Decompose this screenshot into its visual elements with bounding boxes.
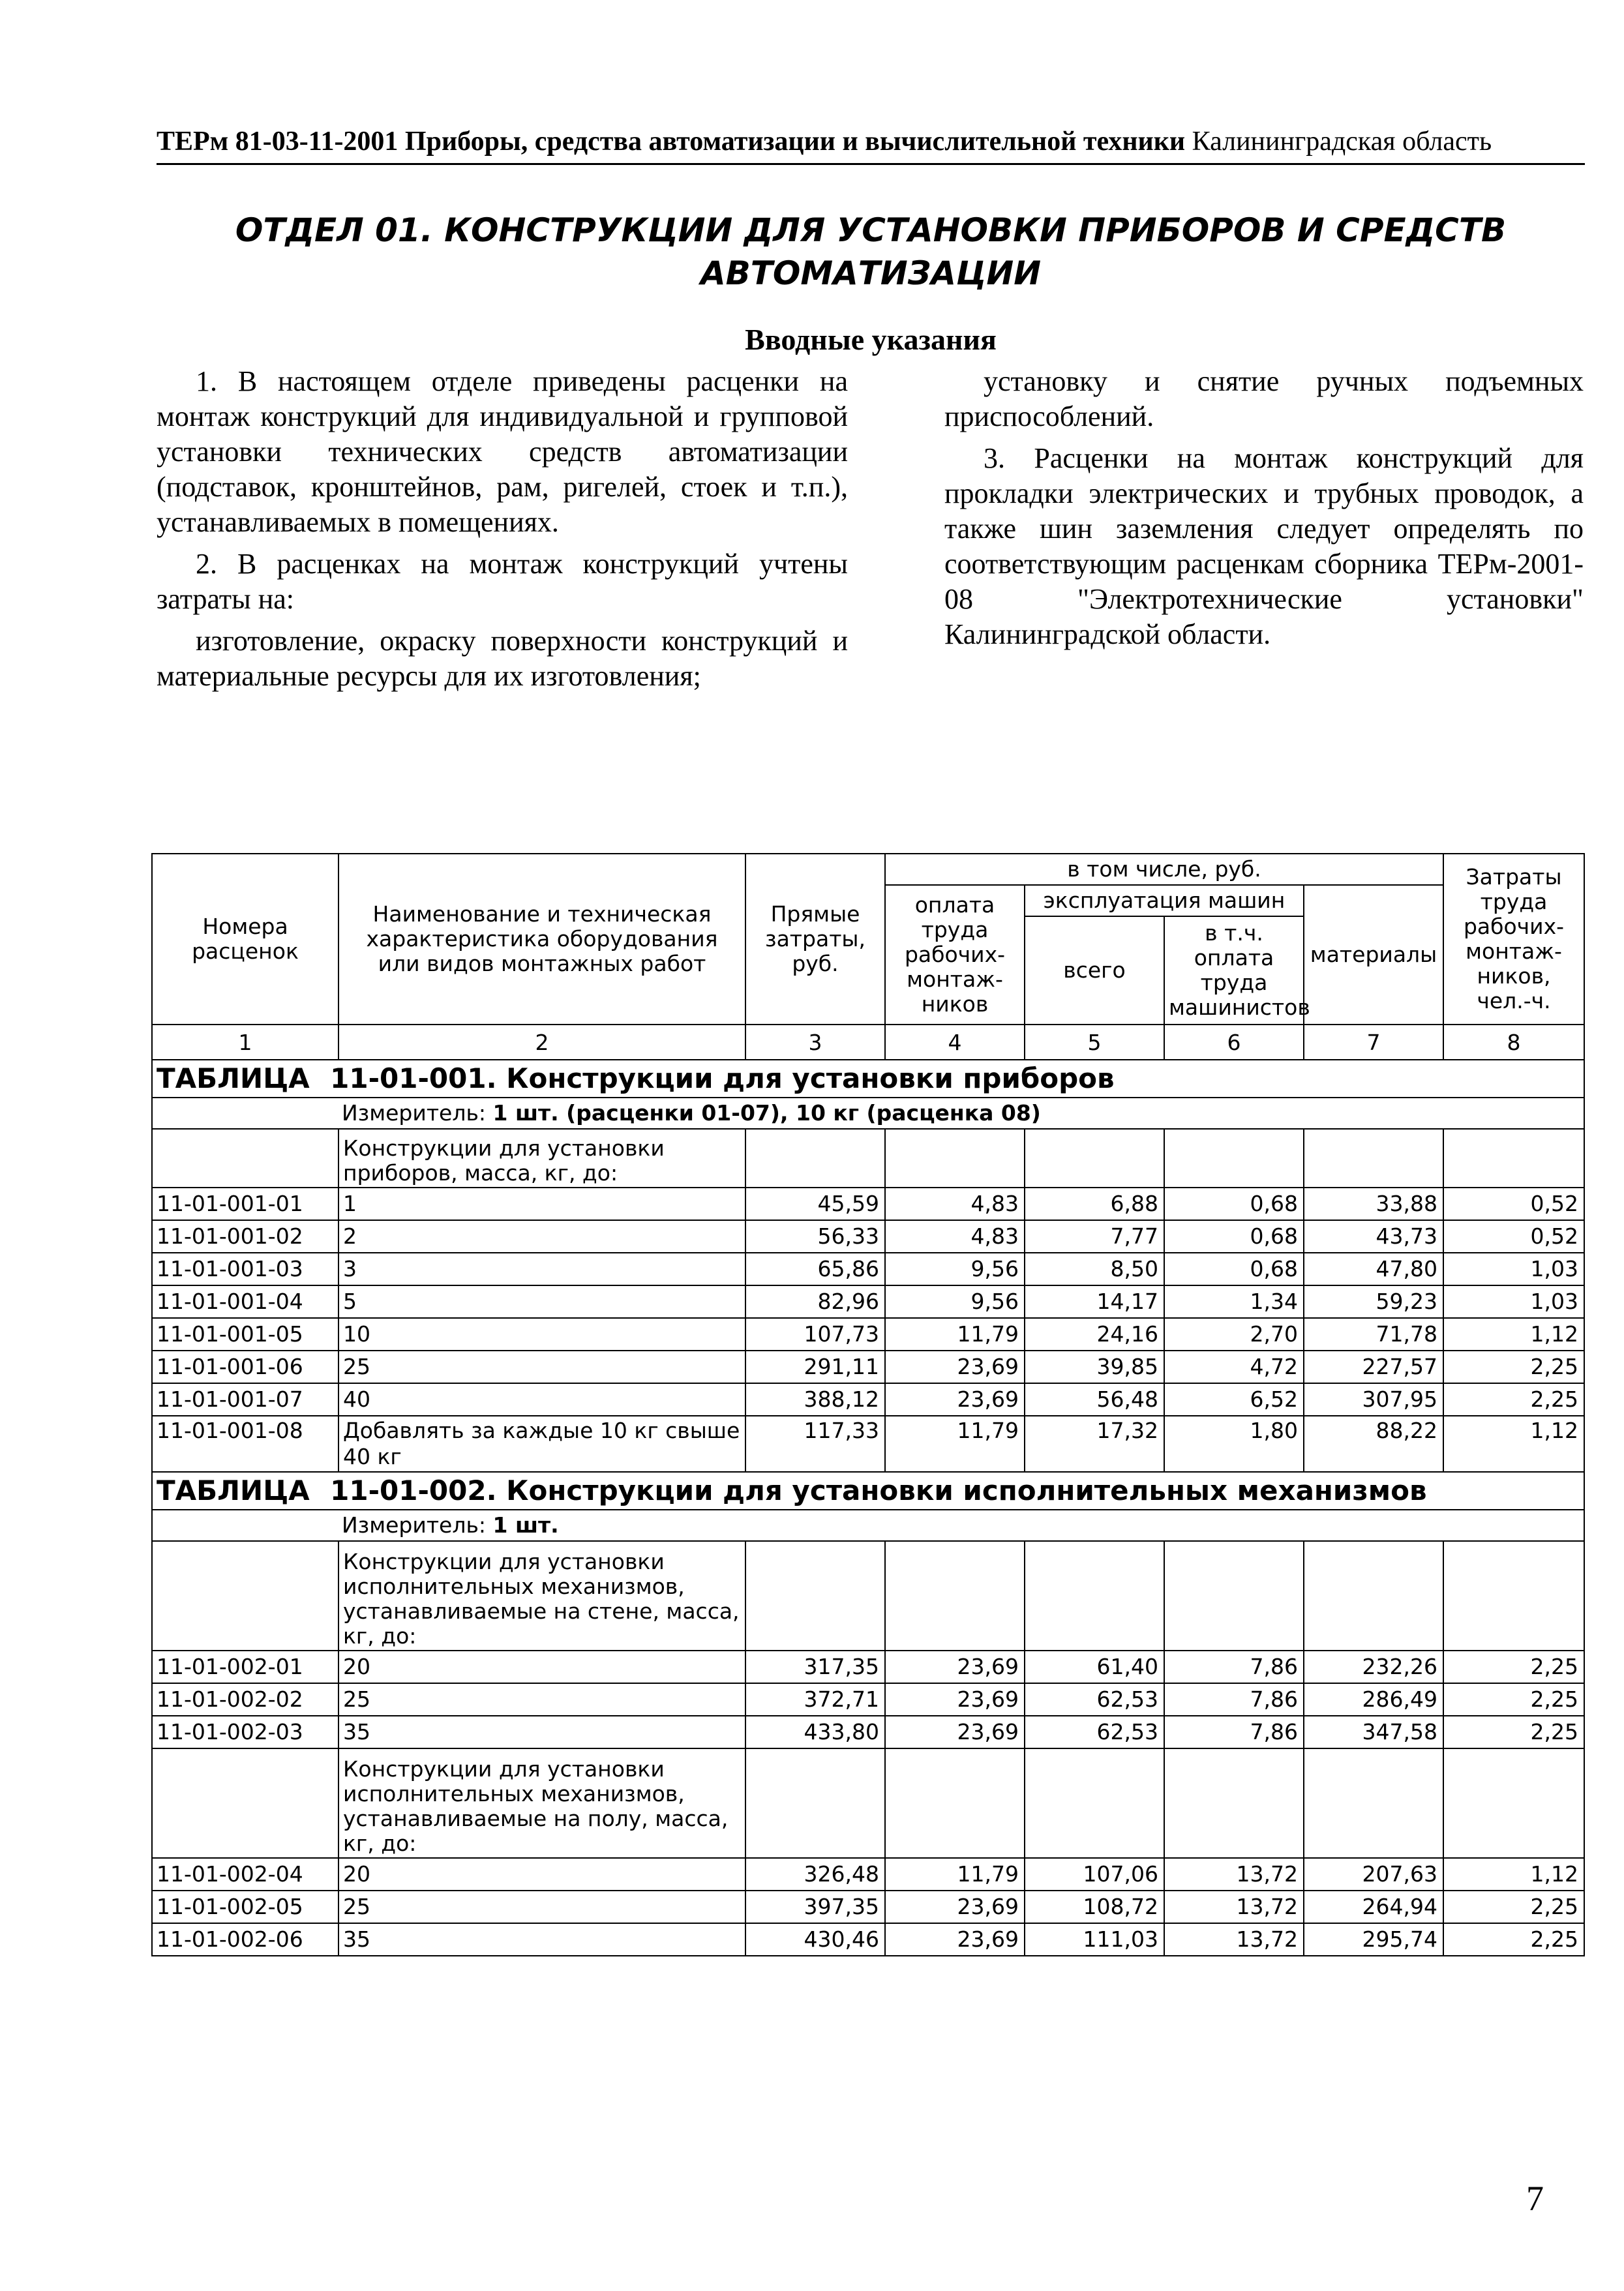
table-row (152, 1220, 1584, 1253)
rate-value: 11,79 (885, 1858, 1025, 1891)
rate-value: 23,69 (885, 1683, 1025, 1716)
intro-heading: Вводные указания (745, 323, 997, 356)
rate-name: 20 (338, 1651, 745, 1683)
rate-value: 2,25 (1443, 1683, 1584, 1716)
intro-paragraph-1: 1. В настоящем отделе приведены расценки на монтаж конструкций для индивидуальной и групповой установки технических средств автоматизации (подставок, кронштейнов, рам, ригелей, стоек и т.п.), устанавливаемых в помещениях. (157, 365, 848, 538)
rate-value: 45,59 (745, 1188, 885, 1220)
rate-value: 307,95 (1304, 1383, 1443, 1416)
table-row (152, 1683, 1584, 1716)
table-2-measure-row (152, 1510, 1584, 1541)
intro-right-column (944, 364, 1584, 659)
rate-value: 108,72 (1025, 1891, 1164, 1923)
rate-code: 11-01-001-07 (152, 1383, 338, 1416)
column-number: 5 (1025, 1025, 1164, 1060)
rate-value: 397,35 (745, 1891, 885, 1923)
table-2-group-1-row (152, 1541, 1584, 1651)
rate-value: 372,71 (745, 1683, 885, 1716)
col-head-machines-total: всего (1025, 916, 1164, 1025)
rate-value: 47,80 (1304, 1253, 1443, 1285)
rate-value: 107,73 (745, 1318, 885, 1351)
rate-code: 11-01-001-06 (152, 1351, 338, 1383)
rate-value: 232,26 (1304, 1651, 1443, 1683)
rate-value: 6,88 (1025, 1188, 1164, 1220)
rate-value: 326,48 (745, 1858, 885, 1891)
rate-value: 2,25 (1443, 1351, 1584, 1383)
rate-name: 25 (338, 1683, 745, 1716)
table-1-measure-row (152, 1098, 1584, 1129)
rate-name: 20 (338, 1858, 745, 1891)
rate-value: 23,69 (885, 1923, 1025, 1956)
rate-code: 11-01-001-03 (152, 1253, 338, 1285)
rate-value: 1,12 (1443, 1416, 1584, 1472)
rates-table (151, 853, 1585, 1956)
rate-value: 207,63 (1304, 1858, 1443, 1891)
table-2-label: ТАБЛИЦА (157, 1475, 310, 1506)
rate-value: 71,78 (1304, 1318, 1443, 1351)
rate-value: 227,57 (1304, 1351, 1443, 1383)
table-row (152, 1383, 1584, 1416)
rate-value: 13,72 (1164, 1891, 1304, 1923)
rate-value: 2,70 (1164, 1318, 1304, 1351)
measure-label: Измеритель: (342, 1100, 487, 1126)
rate-name: 3 (338, 1253, 745, 1285)
rate-name: Добавлять за каждые 10 кг свыше 40 кг (338, 1416, 745, 1472)
column-number: 7 (1304, 1025, 1443, 1060)
rate-value: 0,52 (1443, 1220, 1584, 1253)
rate-value: 7,86 (1164, 1683, 1304, 1716)
rate-value: 0,68 (1164, 1220, 1304, 1253)
col-head-machines: эксплуатация машин (1025, 885, 1304, 916)
rate-value: 1,12 (1443, 1318, 1584, 1351)
table-1-title: 11-01-001. Конструкции для установки приборов (330, 1062, 1115, 1094)
table-1-group-row (152, 1129, 1584, 1188)
rate-value: 6,52 (1164, 1383, 1304, 1416)
column-number: 2 (338, 1025, 745, 1060)
col-head-machinists: в т.ч. оплата труда машинистов (1164, 916, 1304, 1025)
rate-value: 388,12 (745, 1383, 885, 1416)
measure-value: 1 шт. (492, 1512, 559, 1538)
rate-value: 291,11 (745, 1351, 885, 1383)
rate-name: 35 (338, 1923, 745, 1956)
table-2-title-row (152, 1472, 1584, 1510)
table-row (152, 1188, 1584, 1220)
rate-code: 11-01-001-08 (152, 1416, 338, 1472)
rate-value: 2,25 (1443, 1383, 1584, 1416)
rate-value: 1,80 (1164, 1416, 1304, 1472)
table-row (152, 1416, 1584, 1472)
table-row (152, 1253, 1584, 1285)
rate-value: 295,74 (1304, 1923, 1443, 1956)
rate-value: 82,96 (745, 1285, 885, 1318)
rate-code: 11-01-001-02 (152, 1220, 338, 1253)
table-row (152, 1285, 1584, 1318)
rate-value: 65,86 (745, 1253, 885, 1285)
table-2-group-2-row (152, 1748, 1584, 1858)
rate-name: 10 (338, 1318, 745, 1351)
rate-code: 11-01-001-01 (152, 1188, 338, 1220)
rate-value: 23,69 (885, 1351, 1025, 1383)
table-row (152, 1651, 1584, 1683)
header-title: ТЕРм 81-03-11-2001 Приборы, средства автоматизации и вычислительной техники (157, 127, 1186, 157)
rate-value: 347,58 (1304, 1716, 1443, 1748)
rate-value: 33,88 (1304, 1188, 1443, 1220)
rate-name: 5 (338, 1285, 745, 1318)
col-head-labor-pay: оплата труда рабочих-монтаж-ников (885, 885, 1025, 1025)
rate-value: 264,94 (1304, 1891, 1443, 1923)
rate-value: 62,53 (1025, 1683, 1164, 1716)
group-label: Конструкции для установки приборов, масса, кг, до: (338, 1129, 745, 1188)
rate-value: 4,72 (1164, 1351, 1304, 1383)
rate-value: 4,83 (885, 1188, 1025, 1220)
measure-value: 1 шт. (расценки 01-07), 10 кг (расценка 08) (492, 1100, 1041, 1126)
col-head-materials: материалы (1304, 885, 1443, 1025)
group-label: Конструкции для установки исполнительных механизмов, устанавливаемые на полу, масса, кг, до: (338, 1748, 745, 1858)
col-head-including: в том числе, руб. (885, 854, 1443, 885)
rate-value: 2,25 (1443, 1716, 1584, 1748)
table-1-label: ТАБЛИЦА (157, 1062, 310, 1094)
rate-value: 23,69 (885, 1651, 1025, 1683)
rate-value: 2,25 (1443, 1651, 1584, 1683)
rate-value: 24,16 (1025, 1318, 1164, 1351)
rate-value: 88,22 (1304, 1416, 1443, 1472)
rate-value: 11,79 (885, 1318, 1025, 1351)
table-row (152, 1716, 1584, 1748)
intro-left-column (157, 364, 848, 700)
rate-name: 25 (338, 1891, 745, 1923)
rate-value: 2,25 (1443, 1923, 1584, 1956)
rate-value: 317,35 (745, 1651, 885, 1683)
column-numbers-row (152, 1025, 1584, 1060)
rate-value: 23,69 (885, 1383, 1025, 1416)
rate-value: 7,86 (1164, 1716, 1304, 1748)
rate-value: 9,56 (885, 1285, 1025, 1318)
column-number: 8 (1443, 1025, 1584, 1060)
rate-name: 35 (338, 1716, 745, 1748)
col-head-direct: Прямые затраты, руб. (745, 854, 885, 1025)
rate-value: 4,83 (885, 1220, 1025, 1253)
col-head-name: Наименование и техническая характеристика оборудования или видов монтажных работ (338, 854, 745, 1025)
rate-name: 25 (338, 1351, 745, 1383)
rate-value: 286,49 (1304, 1683, 1443, 1716)
rate-value: 13,72 (1164, 1923, 1304, 1956)
table-row (152, 1923, 1584, 1956)
rate-value: 56,33 (745, 1220, 885, 1253)
intro-paragraph-4: установку и снятие ручных подъемных приспособлений. (944, 365, 1584, 432)
col-head-codes: Номера расценок (152, 854, 338, 1025)
table-row (152, 1858, 1584, 1891)
rate-value: 7,77 (1025, 1220, 1164, 1253)
rate-value: 1,03 (1443, 1285, 1584, 1318)
rate-name: 40 (338, 1383, 745, 1416)
rate-code: 11-01-002-03 (152, 1716, 338, 1748)
rate-value: 56,48 (1025, 1383, 1164, 1416)
rate-value: 61,40 (1025, 1651, 1164, 1683)
rate-value: 13,72 (1164, 1858, 1304, 1891)
intro-paragraph-2: 2. В расценках на монтаж конструкций учтены затраты на: (157, 548, 848, 615)
rate-value: 2,25 (1443, 1891, 1584, 1923)
table-row (152, 1891, 1584, 1923)
measure-label: Измеритель: (342, 1512, 487, 1538)
rate-value: 43,73 (1304, 1220, 1443, 1253)
rate-code: 11-01-002-05 (152, 1891, 338, 1923)
running-header (157, 125, 1585, 165)
rate-code: 11-01-002-04 (152, 1858, 338, 1891)
column-number: 1 (152, 1025, 338, 1060)
rate-value: 11,79 (885, 1416, 1025, 1472)
rate-value: 111,03 (1025, 1923, 1164, 1956)
table-row (152, 1351, 1584, 1383)
column-number: 4 (885, 1025, 1025, 1060)
rate-value: 59,23 (1304, 1285, 1443, 1318)
rate-code: 11-01-002-01 (152, 1651, 338, 1683)
col-head-labor-cost: Затраты труда рабочих-монтаж-ников, чел.-ч. (1443, 854, 1584, 1025)
rate-value: 107,06 (1025, 1858, 1164, 1891)
rate-value: 17,32 (1025, 1416, 1164, 1472)
rate-code: 11-01-001-05 (152, 1318, 338, 1351)
rate-value: 39,85 (1025, 1351, 1164, 1383)
column-number: 3 (745, 1025, 885, 1060)
rate-code: 11-01-002-06 (152, 1923, 338, 1956)
page-number: 7 (1526, 2179, 1544, 2218)
section-title: ОТДЕЛ 01. КОНСТРУКЦИИ ДЛЯ УСТАНОВКИ ПРИБОРОВ И СРЕДСТВ АВТОМАТИЗАЦИИ (235, 211, 1507, 292)
rate-value: 1,34 (1164, 1285, 1304, 1318)
rate-value: 7,86 (1164, 1651, 1304, 1683)
rate-value: 8,50 (1025, 1253, 1164, 1285)
rate-value: 0,68 (1164, 1188, 1304, 1220)
header-region: Калининградская область (1192, 127, 1492, 157)
rate-value: 117,33 (745, 1416, 885, 1472)
rate-value: 62,53 (1025, 1716, 1164, 1748)
rate-value: 9,56 (885, 1253, 1025, 1285)
rate-code: 11-01-001-04 (152, 1285, 338, 1318)
table-1-title-row (152, 1060, 1584, 1098)
column-number: 6 (1164, 1025, 1304, 1060)
table-2-title: 11-01-002. Конструкции для установки исполнительных механизмов (330, 1475, 1427, 1506)
rate-code: 11-01-002-02 (152, 1683, 338, 1716)
group-label: Конструкции для установки исполнительных механизмов, устанавливаемые на стене, масса, кг, до: (338, 1541, 745, 1651)
rate-name: 2 (338, 1220, 745, 1253)
rate-value: 1,03 (1443, 1253, 1584, 1285)
rate-name: 1 (338, 1188, 745, 1220)
rate-value: 433,80 (745, 1716, 885, 1748)
rate-value: 23,69 (885, 1891, 1025, 1923)
rate-value: 14,17 (1025, 1285, 1164, 1318)
intro-paragraph-3: изготовление, окраску поверхности конструкций и материальные ресурсы для их изготовления; (157, 625, 848, 692)
rate-value: 23,69 (885, 1716, 1025, 1748)
rate-value: 1,12 (1443, 1858, 1584, 1891)
intro-paragraph-5: 3. Расценки на монтаж конструкций для прокладки электрических и трубных проводок, а также шин заземления следует определять по соответствующим расценкам сборника ТЕРм-2001-08 "Электротехнические установки" Калининградской области. (944, 442, 1584, 650)
rate-value: 0,52 (1443, 1188, 1584, 1220)
header-row-1 (152, 854, 1584, 885)
rate-value: 430,46 (745, 1923, 885, 1956)
rate-value: 0,68 (1164, 1253, 1304, 1285)
table-row (152, 1318, 1584, 1351)
